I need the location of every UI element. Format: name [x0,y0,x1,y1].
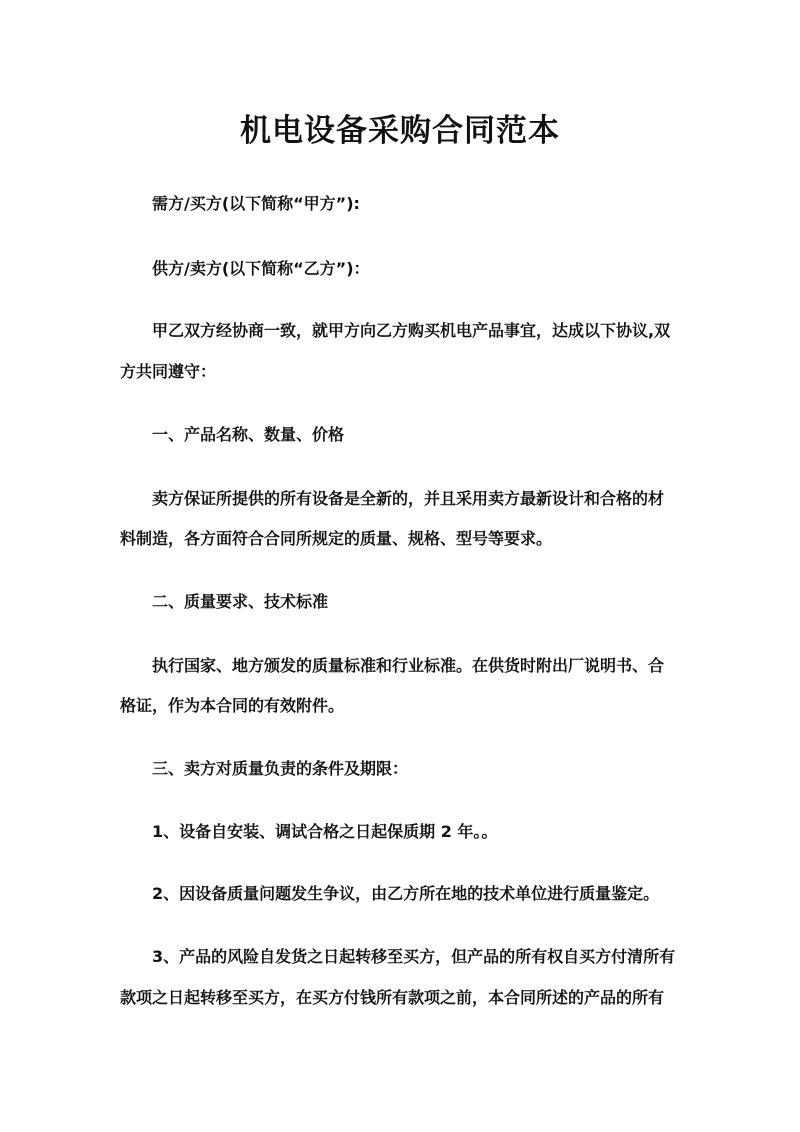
party-b-line: 供方/卖方(以下简称“乙方”)： [152,259,370,278]
document-title: 机电设备采购合同范本 [240,113,560,149]
section-2-paragraph-line-2: 格证，作为本合同的有效附件。 [120,696,345,715]
intro-paragraph-line-1: 甲乙双方经协商一致，就甲方向乙方购买机电产品事宜，达成以下协议,双 [152,321,671,340]
section-1-heading: 一、产品名称、数量、价格 [152,425,345,444]
intro-paragraph-line-2: 方共同遵守： [120,362,217,381]
section-3-heading: 三、卖方对质量负责的条件及期限： [152,759,409,778]
section-2-paragraph-line-1: 执行国家、地方颁发的质量标准和行业标准。在供货时附出厂说明书、合 [152,656,665,675]
clause-2-line: 2、因设备质量问题发生争议，由乙方所在地的技术单位进行质量鉴定。 [152,884,660,903]
section-1-paragraph-line-2: 料制造，各方面符合合同所规定的质量、规格、型号等要求。 [120,529,553,548]
section-1-paragraph-line-1: 卖方保证所提供的所有设备是全新的，并且采用卖方最新设计和合格的材 [152,489,665,508]
section-2-heading: 二、质量要求、技术标准 [152,592,329,611]
clause-1-line: 1、设备自安装、调试合格之日起保质期 2 年。。 [152,822,498,841]
clause-3-line-2: 款项之日起转移至买方，在买方付钱所有款项之前，本合同所述的产品的所有 [120,988,665,1007]
party-a-line: 需方/买方(以下简称“甲方”): [152,194,360,213]
clause-3-line-1: 3、产品的风险自发货之日起转移至买方，但产品的所有权自买方付清所有 [152,947,676,966]
